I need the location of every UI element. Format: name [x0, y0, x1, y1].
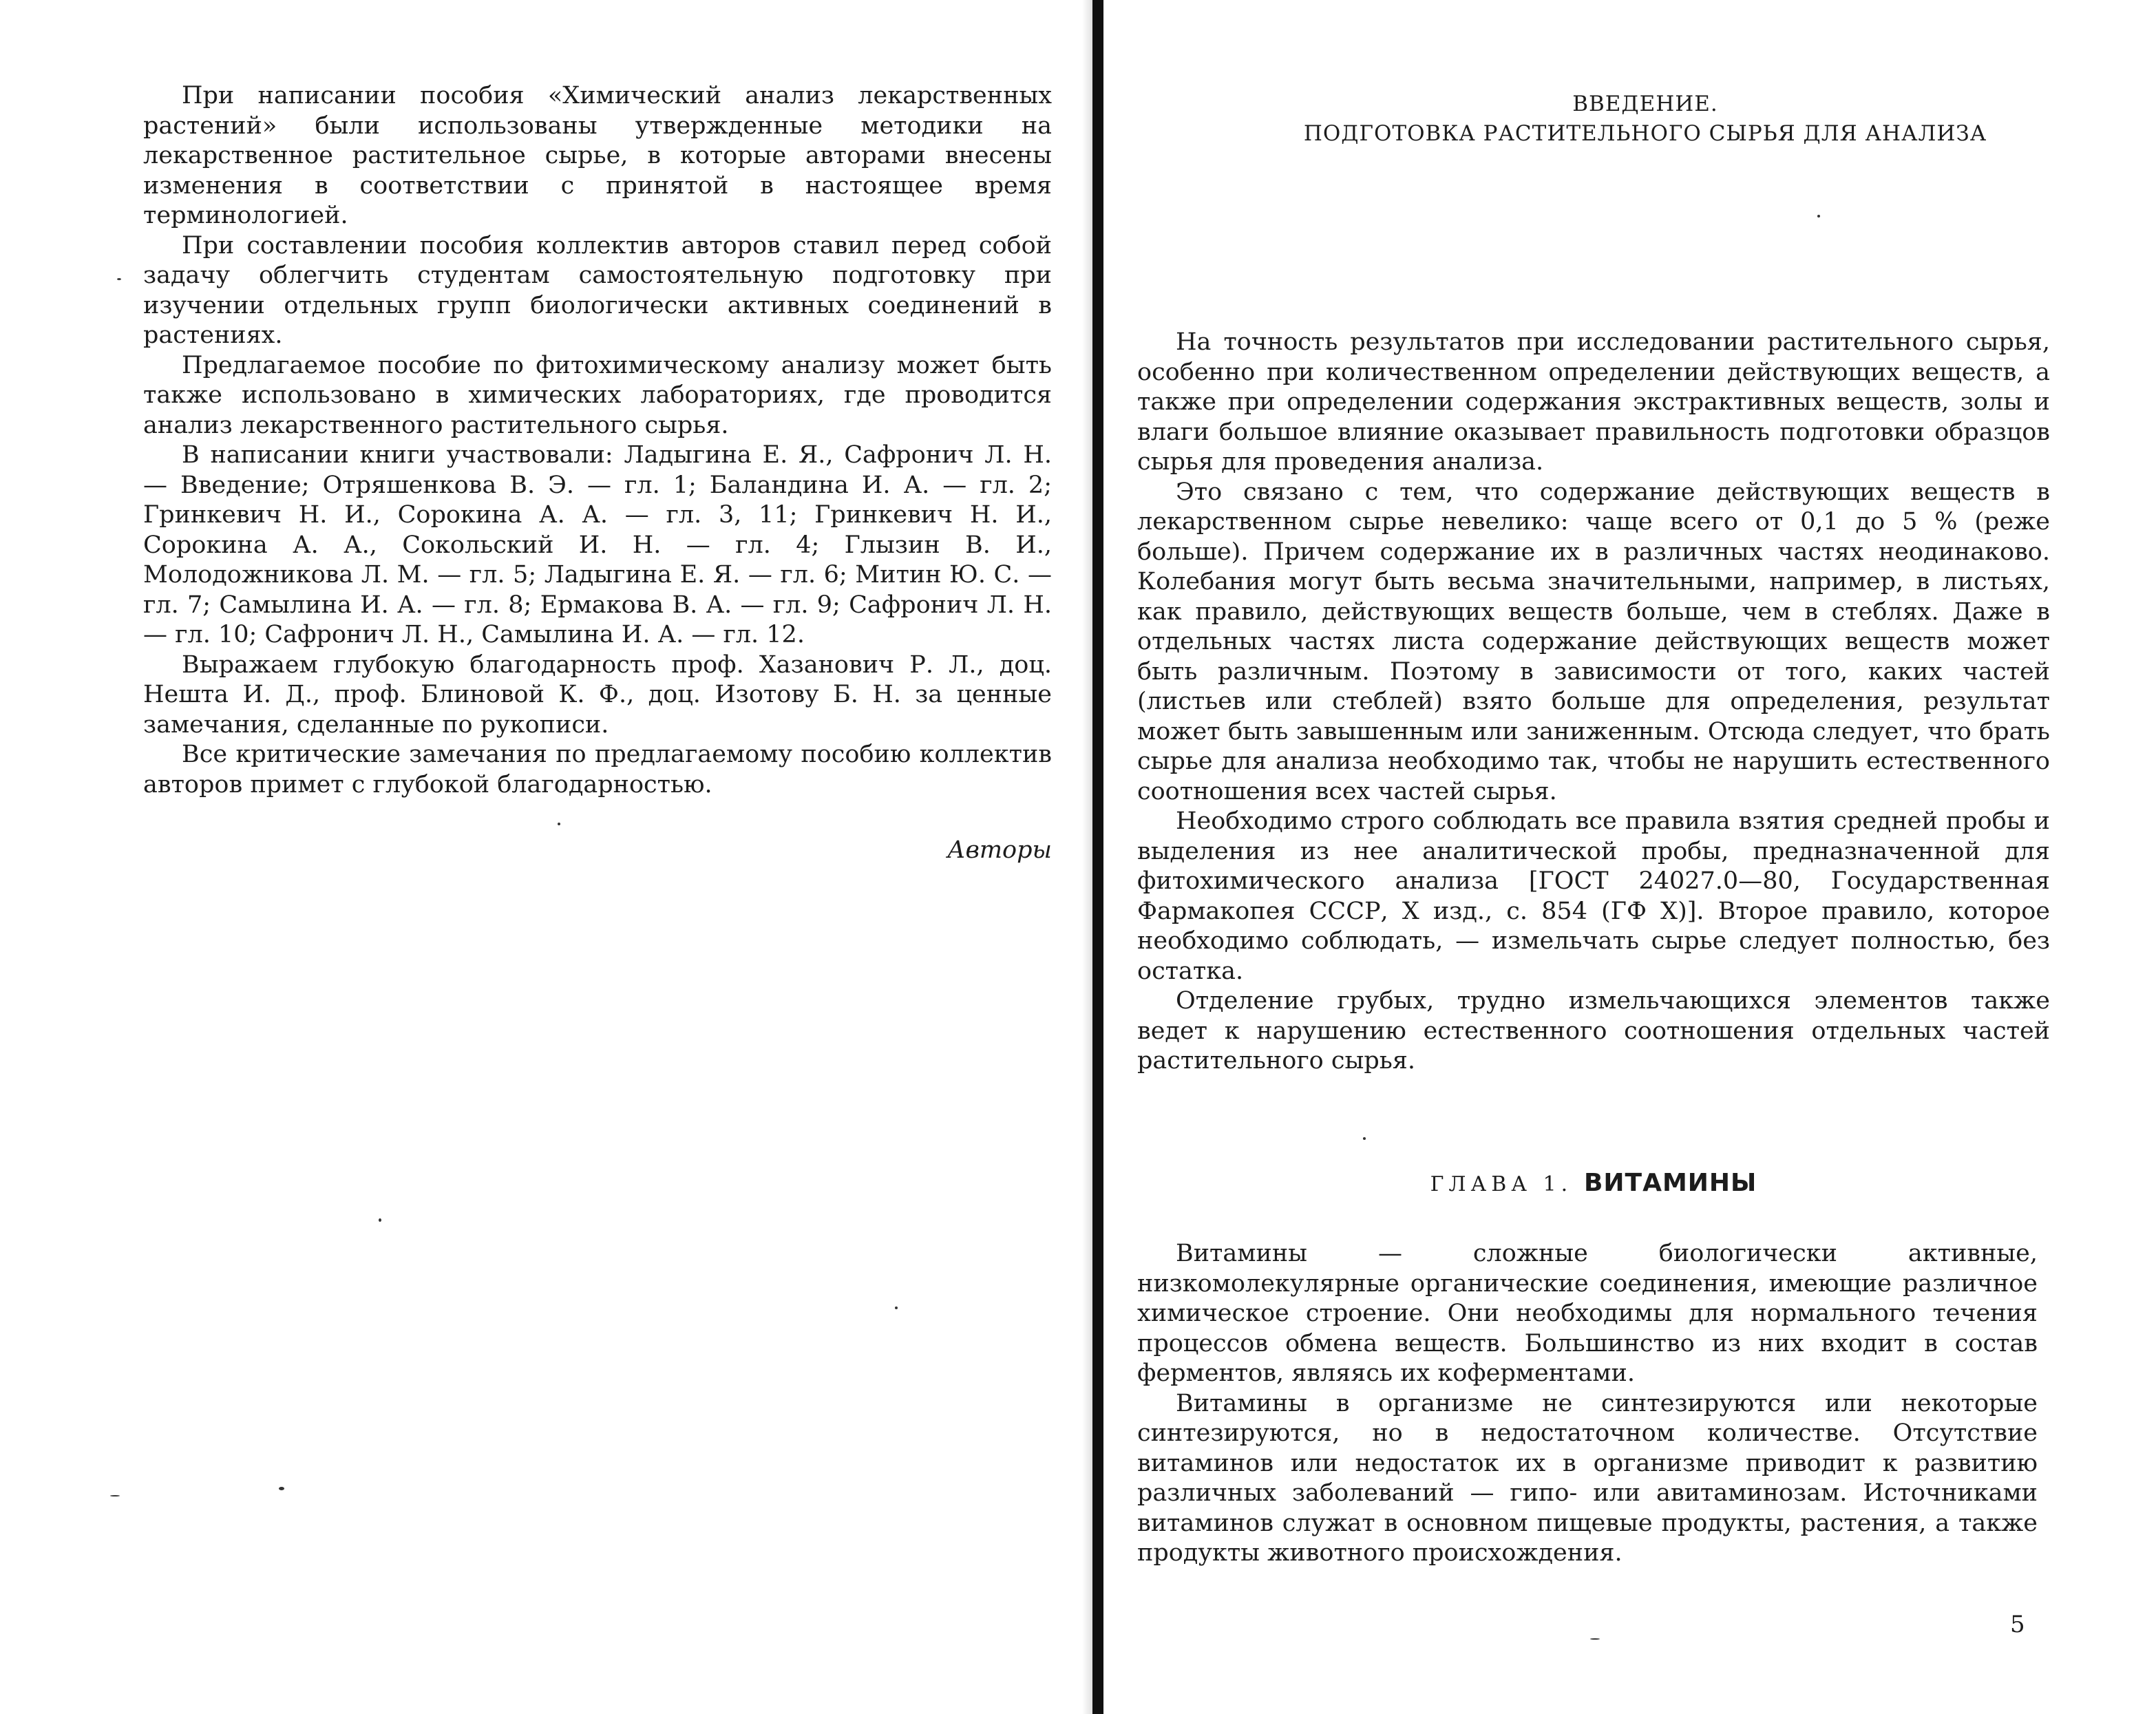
- introduction-paragraph-3: Необходимо строго соблюдать все правила взятия средней пробы и выделения из нее аналитической пробы, предназначенной для фитохимического анализа [ГОСТ 24027.0—80, Государственная Фармакопея СССР, X изд., с. 854 (ГФ X)]. Второе правило, которое необходимо соблюдать, — измельчать сырье следует полностью, без остатка.: [1137, 807, 2050, 985]
- chapter-paragraph-1: Витамины — сложные биологически активные, низкомолекулярные органические соединения, имеющие различное химическое строение. Они необходимы для нормального течения процессов обмена веществ. Большинство из них входит в состав ферментов, являясь их коферментами.: [1137, 1240, 2038, 1387]
- scan-speck: [1363, 1137, 1366, 1140]
- preface-acknowledgements: Выражаем глубокую благодарность проф. Хазанович Р. Л., доц. Нешта И. Д., проф. Блиновой К. Ф., доц. Изотову Б. Н. за ценные замечания, сделанные по рукописи.: [143, 650, 1052, 739]
- page-number: 5: [2010, 1611, 2025, 1638]
- introduction-heading: [1198, 89, 2093, 149]
- introduction-paragraph-1: На точность результатов при исследовании растительного сырья, особенно при количественном определении действующих веществ, а также при определении содержания экстрактивных веществ, золы и влаги большое влияние оказывает правильность подготовки образцов сырья для проведения анализа.: [1137, 328, 2050, 476]
- chapter-text: [1137, 1239, 2038, 1569]
- introduction-paragraph-4: Отделение грубых, трудно измельчающихся элементов также ведет к нарушению естественного соотношения отдельных частей растительного сырья.: [1137, 987, 2050, 1075]
- preface-closing: Все критические замечания по предлагаемому пособию коллектив авторов примет с глубокой благодарностью.: [143, 741, 1052, 798]
- scan-speck: [1817, 215, 1820, 218]
- chapter-title: ВИТАМИНЫ: [1583, 1169, 1757, 1197]
- chapter-heading: [1137, 1166, 2050, 1202]
- scan-speck: [279, 1487, 284, 1490]
- introduction-text: [1137, 328, 2050, 1077]
- introduction-subtitle: ПОДГОТОВКА РАСТИТЕЛЬНОГО СЫРЬЯ ДЛЯ АНАЛИЗА: [1303, 121, 1987, 146]
- scan-speck: [1590, 1638, 1600, 1640]
- book-gutter-shadow: [1082, 0, 1092, 1714]
- preface-paragraph-2: При составлении пособия коллектив авторов ставил перед собой задачу облегчить студентам самостоятельную подготовку при изучении отдельных групп биологически активных соединений в растениях.: [143, 231, 1052, 349]
- preface-signature: Авторы: [947, 836, 1052, 864]
- preface-text: [143, 81, 1052, 800]
- scan-speck: [117, 278, 121, 280]
- scan-speck: [110, 1495, 120, 1496]
- book-gutter: [1092, 0, 1103, 1714]
- preface-paragraph-1: При написании пособия «Химический анализ лекарственных растений» были использованы утвержденные методики на лекарственное растительное сырье, в которые авторами внесены изменения в соответствии с принятой в настоящее время терминологией.: [143, 82, 1052, 229]
- introduction-title: ВВЕДЕНИЕ.: [1572, 92, 1718, 116]
- preface-paragraph-3: Предлагаемое пособие по фитохимическому анализу может быть также использовано в химических лабораториях, где проводится анализ лекарственного растительного сырья.: [143, 351, 1052, 439]
- scan-speck: [895, 1306, 898, 1309]
- introduction-paragraph-2: Это связано с тем, что содержание действующих веществ в лекарственном сырье невелико: чаще всего от 0,1 до 5 % (реже больше). Причем содержание их в различных частях неодинаково. Колебания могут быть весьма значительными, например, в листьях, как правило, действующих веществ больше, чем в стеблях. Даже в отдельных частях листа содержание действующих веществ может быть различным. Поэтому в зависимости от того, каких частей (листьев или стеблей) взято больше для определения, результат может быть завышенным или заниженным. Отсюда следует, что брать сырье для анализа необходимо так, чтобы не нарушить естественного соотношения всех частей сырья.: [1137, 478, 2050, 805]
- scan-speck: [379, 1218, 381, 1222]
- chapter-label: ГЛАВА 1.: [1430, 1172, 1573, 1196]
- chapter-paragraph-2: Витамины в организме не синтезируются или некоторые синтезируются, но в недостаточном количестве. Отсутствие витаминов или недостаток их в организме приводит к развитию различных заболеваний — гипо- или авитаминозам. Источниками витаминов служат в основном пищевые продукты, растения, а также продукты животного происхождения.: [1137, 1389, 2038, 1567]
- scan-speck: [558, 823, 560, 825]
- preface-authors-paragraph: В написании книги участвовали: Ладыгина Е. Я., Сафронич Л. Н. — Введение; Отряшенкова В. Э. — гл. 1; Баландина И. А. — гл. 2; Гринкевич Н. И., Сорокина А. А. — гл. 3, 11; Гринкевич Н. И., Сорокина А. А., Сокольский И. Н. — гл. 4; Глызин В. И., Молодожникова Л. М. — гл. 5; Ладыгина Е. Я. — гл. 6; Митин Ю. С. — гл. 7; Самылина И. А. — гл. 8; Ермакова В. А. — гл. 9; Сафронич Л. Н. — гл. 10; Сафронич Л. Н., Самылина И. А. — гл. 12.: [143, 441, 1052, 648]
